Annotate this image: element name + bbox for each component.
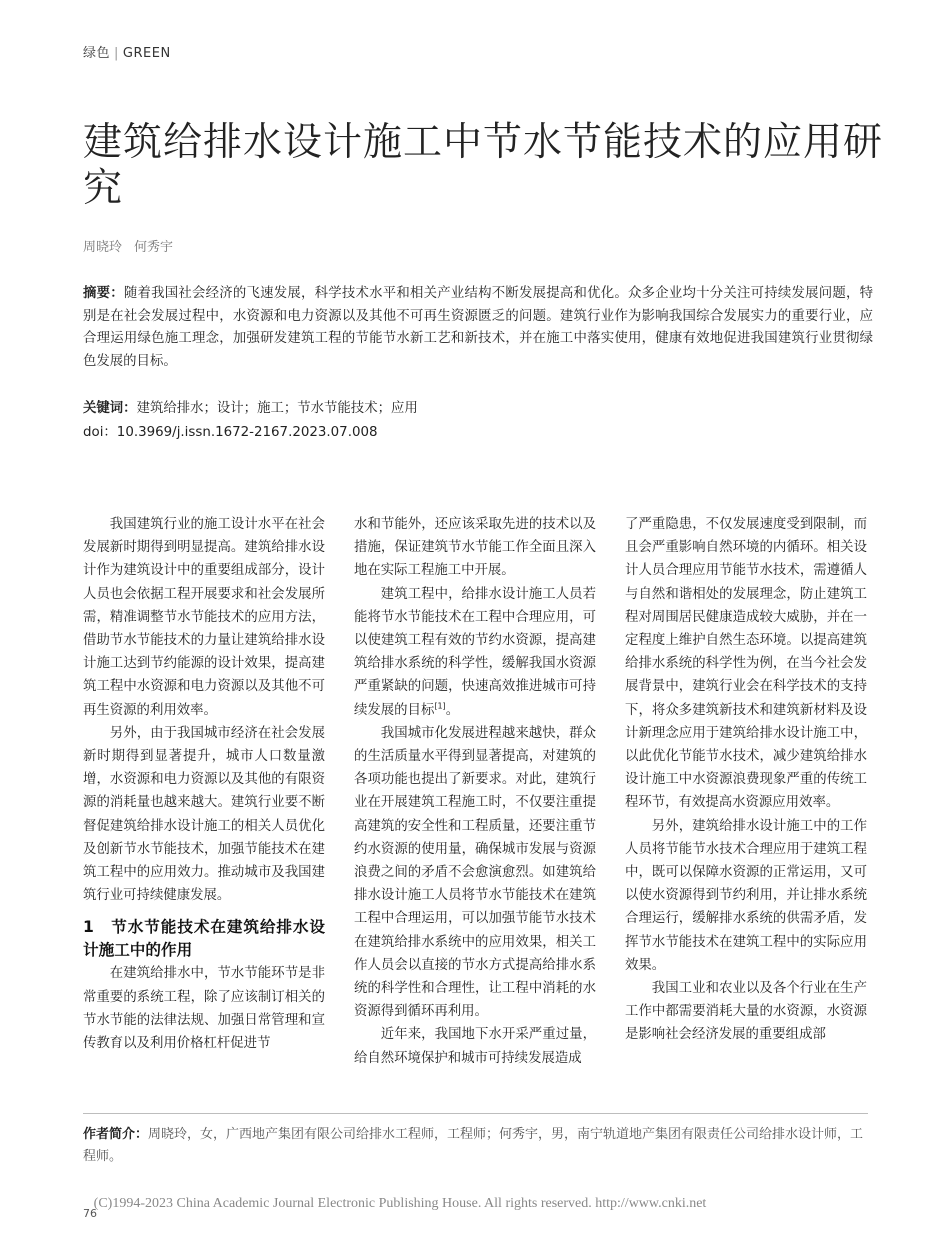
doi: doi：10.3969/j.issn.1672-2167.2023.07.008 <box>83 425 378 440</box>
paragraph: 我国工业和农业以及各个行业在生产工作中都需要消耗大量的水资源，水资源是影响社会经济发展的重要组成部 <box>625 981 867 1043</box>
page-number: 76 <box>83 1207 97 1220</box>
author-note-text: 周晓玲，女，广西地产集团有限公司给排水工程师，工程师；何秀宇，男，南宁轨道地产集团有限责任公司给排水设计师，工程师。 <box>83 1127 864 1164</box>
section-label-en: GREEN <box>122 46 171 61</box>
section-heading: 1 节水节能技术在建筑给排水设计施工中的作用 <box>83 918 325 960</box>
paragraph: 在建筑给排水中，节水节能环节是非常重要的系统工程，除了应该制订相关的节水节能的法律法规、加强日常管理和宣传教育以及利用价格杠杆促进节 <box>83 966 325 1052</box>
keywords-text: 建筑给排水；设计；施工；节水节能技术；应用 <box>136 401 418 416</box>
section-label-cn: 绿色 <box>83 46 111 61</box>
section-label <box>83 42 171 61</box>
paragraph-text: 建筑工程中，给排水设计施工人员若能将节水节能技术在工程中合理应用，可以使建筑工程有效的节约水资源，提高建筑给排水系统的科学性，缓解我国水资源严重紧缺的问题，快速高效推进城市可持续发展的目标 <box>354 586 596 718</box>
author-line <box>83 236 173 255</box>
paragraph: 了严重隐患，不仅发展速度受到限制，而且会严重影响自然环境的内循环。相关设计人员合理应用节能节水技术，需遵循人与自然和谐相处的发展理念，防止建筑工程对周围居民健康造成较大威胁，并在一定程度上维护自然生态环境。以提高建筑给排水系统的科学性为例，在当今社会发展背景中，建筑行业会在科学技术的支持下，将众多建筑新技术和建筑新材料及设计新理念应用于建筑给排水设计施工中，以此优化节能节水技术，减少建筑给排水设计施工中水资源浪费现象严重的传统工程环节，有效提高水资源应用效率。 <box>625 517 867 811</box>
article-title: 建筑给排水设计施工中节水节能技术的应用研究 <box>83 120 884 211</box>
paragraph: 另外，由于我国城市经济在社会发展新时期得到显著提升，城市人口数量激增，水资源和电力资源以及其他的有限资源的消耗量也越来越大。建筑行业要不断督促建筑给排水设计施工的相关人员优化及创新节水节能技术，加强节能技术在建筑工程中的应用效力。推动城市及我国建筑行业可持续健康发展。 <box>83 725 325 904</box>
abstract <box>83 283 873 373</box>
keywords-label: 关键词： <box>83 401 137 416</box>
paragraph: 另外，建筑给排水设计施工中的工作人员将节能节水技术合理应用于建筑工程中，既可以保障水资源的正常运用，又可以使水资源得到节约利用，并让排水系统合理运行，缓解排水系统的供需矛盾，发挥节水节能技术在建筑工程中的实际应用效果。 <box>625 818 867 973</box>
author-note <box>83 1124 873 1168</box>
citation-ref: [1] <box>434 701 446 711</box>
paragraph: 近年来，我国地下水开采严重过量，给自然环境保护和城市可持续发展造成 <box>354 1027 596 1066</box>
paragraph-end: 。 <box>445 702 460 718</box>
body-column-2 <box>354 513 596 1070</box>
abstract-text: 随着我国社会经济的飞速发展，科学技术水平和相关产业结构不断发展提高和优化。众多企业均十分关注可持续发展问题，特别是在社会发展过程中，水资源和电力资源以及其他不可再生资源匮乏的问题。建筑行业作为影响我国综合发展实力的重要行业，应合理运用绿色施工理念，加强研发建筑工程的节能节水新工艺和新技术，并在施工中落实使用，健康有效地促进我国建筑行业贯彻绿色发展的目标。 <box>83 286 873 369</box>
copyright-footer: (C)1994-2023 China Academic Journal Electronic Publishing House. All rights reserved. http://www.cnki.net <box>93 1196 707 1211</box>
paragraph: 我国城市化发展进程越来越快，群众的生活质量水平得到显著提高，对建筑的各项功能也提出了新要求。对此，建筑行业在开展建筑工程施工时，不仅要注重提高建筑的安全性和工程质量，还要注重节约水资源的使用量，确保城市发展与资源浪费之间的矛盾不会愈演愈烈。如建筑给排水设计施工人员将节水节能技术在建筑工程中合理运用，可以加强节能节水技术在建筑给排水系统中的应用效果，相关工作人员会以直接的节水方式提高给排水系统的科学性和合理性，让工程中消耗的水资源得到循环再利用。 <box>354 725 596 1020</box>
author-note-label: 作者简介： <box>83 1127 149 1142</box>
footnote-divider <box>83 1113 868 1114</box>
keywords <box>83 398 873 420</box>
paragraph: 我国建筑行业的施工设计水平在社会发展新时期得到明显提高。建筑给排水设计作为建筑设计中的重要组成部分，设计人员也会依据工程开展要求和社会发展所需，精准调整节水节能技术的应用方法，借助节水节能技术的力量让建筑给排水设计施工达到节约能源的设计效果，提高建筑工程中水资源和电力资源以及其他不可再生资源的利用效率。 <box>83 517 325 718</box>
paragraph: 水和节能外，还应该采取先进的技术以及措施，保证建筑节水节能工作全面且深入地在实际工程施工中开展。 <box>354 517 596 579</box>
author-name: 周晓玲 <box>83 240 123 255</box>
abstract-label: 摘要： <box>83 286 124 301</box>
paragraph <box>354 583 596 722</box>
section-separator: | <box>114 46 119 61</box>
body-column-1 <box>83 513 325 1055</box>
author-name: 何秀宇 <box>134 240 174 255</box>
body-column-3 <box>625 513 867 1047</box>
